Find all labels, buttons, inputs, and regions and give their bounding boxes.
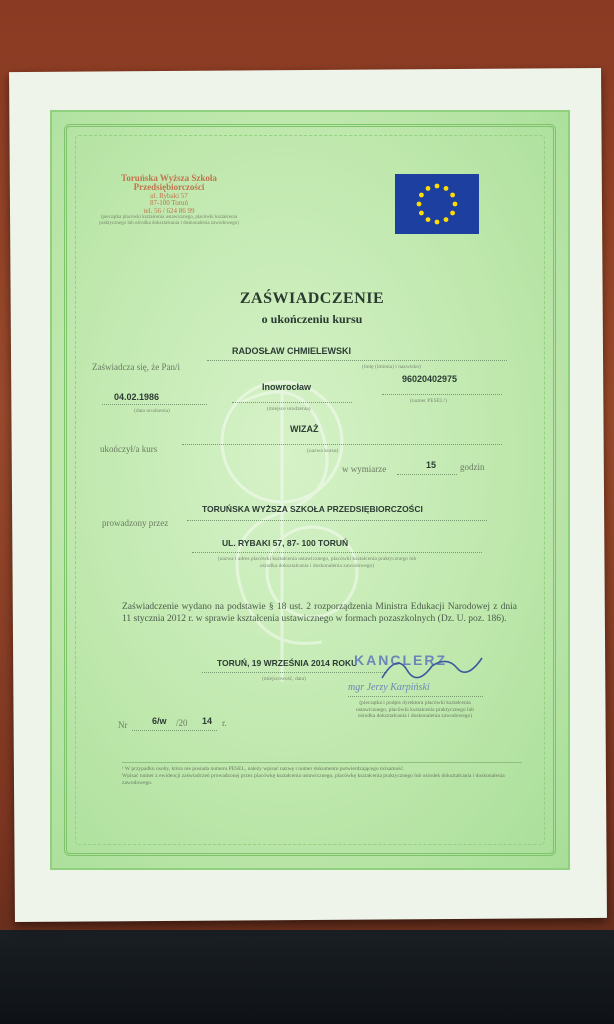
chancellor-name: mgr Jerzy Karpiński [348,682,430,693]
table-edge [0,930,614,1024]
place-date: TORUŃ, 19 WRZEŚNIA 2014 ROKU [217,658,358,668]
place-date-caption: (miejscowość, data) [262,676,306,682]
organizer-label: prowadzony przez [102,518,169,528]
eu-flag [395,174,479,234]
school-stamp-caption: (pieczątka placówki kształcenia ustawicznego, placówki kształcenia praktycznego lub ośrodka dokształcania i doskonalenia zawodowego) [99,214,239,226]
course-label: ukończył/a kurs [100,444,158,454]
number-suffix: r. [222,718,227,728]
course-name-caption: (nazwa kursu) [307,448,339,454]
pesel-caption: (numer PESEL¹) [410,398,447,404]
person-name: RADOSŁAW CHMIELEWSKI [232,346,351,356]
number-year-prefix: /20 [176,718,188,728]
birth-place: Inowrocław [262,382,312,392]
person-label: Zaświadcza się, że Pan/i [92,362,180,372]
school-address-line1: ul. Rybaki 57 [150,191,188,200]
document-title: ZAŚWIADCZENIE [239,290,385,307]
legal-basis: Zaświadczenie wydano na podstawie § 18 ust. 2 rozporządzenia Ministra Edukacji Narodowej z dnia 11 stycznia 2012 r. w sprawie kształcenia ustawicznego w formach pozaszkolnych (Dz. U. poz. 186). [122,602,517,624]
person-name-caption: (imię (imiona) i nazwisko) [362,364,421,370]
school-stamp [94,174,244,227]
organizer-address: UL. RYBAKI 57, 87- 100 TORUŃ [222,538,349,548]
eu-stars-icon [395,174,479,234]
footnote-1: ¹ W przypadku osoby, która nie posiada numeru PESEL, należy wpisać nazwę i numer dokumentu potwierdzającego tożsamość. [122,766,405,772]
number-value: 6/w [152,716,167,726]
hours-suffix: godzin [460,462,485,472]
organizer-name: TORUŃSKA WYŻSZA SZKOŁA PRZEDSIĘBIORCZOŚCI [202,504,423,514]
number-prefix: Nr [118,720,128,730]
signature-caption: (pieczątka i podpis dyrektora placówki kształcenia ustawicznego, placówki kształcenia praktycznego lub ośrodka dokształcania i doskonalenia zawodowego) [355,700,475,720]
school-phone: tel. 56 / 624 86 99 [143,206,195,215]
school-name-line1: Toruńska Wyższa Szkoła [121,173,217,183]
pesel: 96020402975 [402,374,458,384]
school-address-line2: 87-100 Toruń [149,199,189,208]
birth-place-caption: (miejsce urodzenia) [267,406,311,412]
footnotes [122,762,522,787]
number-year: 14 [202,716,213,726]
birth-date-caption: (data urodzenia) [134,408,170,414]
course-hours: 15 [426,460,437,470]
footnote-2: Wpisać numer z ewidencji zaświadczeń prowadzonej przez placówkę kształcenia ustawicznego, placówkę kształcenia praktycznego lub ośrodek dokształcania i doskonalenia zawodowego. [122,772,505,786]
document-subtitle: o ukończeniu kursu [261,312,363,326]
course-name: WIZAŻ [290,424,319,434]
organizer-caption: (nazwa i adres placówki kształcenia ustawicznego, placówki kształcenia praktycznego lub ośrodka dokształcania i doskonalenia zawodowego) [217,556,417,569]
certificate [50,110,570,870]
chancellor-stamp: KANCLERZ [354,652,447,668]
birth-date: 04.02.1986 [114,392,160,402]
hours-prefix: w wymiarze [342,464,387,474]
school-name-line2: Przedsiębiorczości [133,182,205,193]
